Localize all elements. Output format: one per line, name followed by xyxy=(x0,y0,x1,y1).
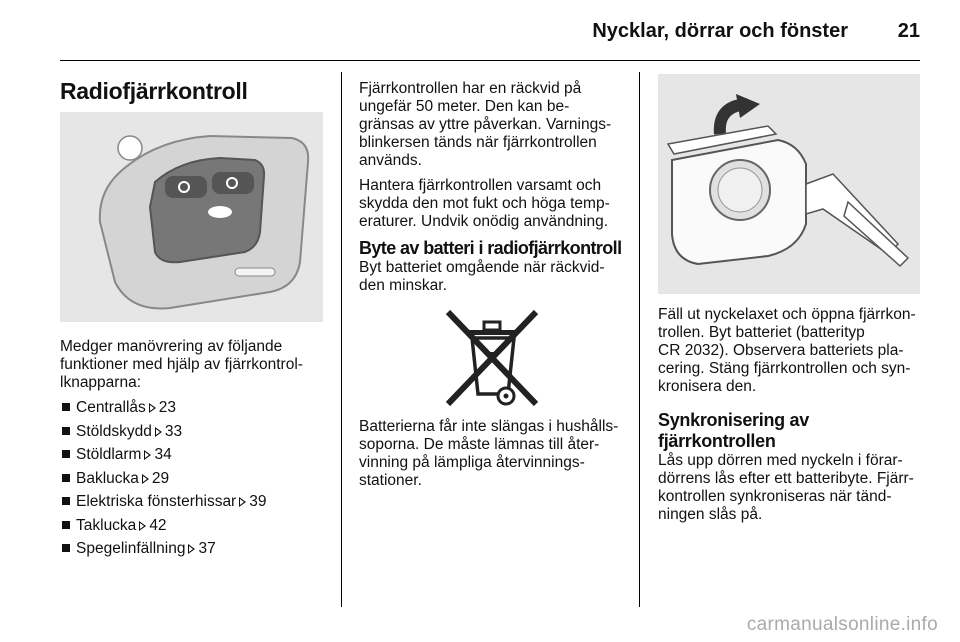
list-item: Centrallås 23 xyxy=(60,399,330,417)
page-ref-icon xyxy=(139,521,146,531)
page-ref-icon xyxy=(149,403,156,413)
column-2-lower xyxy=(359,418,631,497)
page-ref-icon xyxy=(239,497,246,507)
care-paragraph: Hantera fjärrkontrollen varsamt och skydda den mot fukt och höga temp- eraturer. Undvik onödig användning. xyxy=(359,177,610,230)
remote-key-illustration xyxy=(60,112,323,322)
column-3-body xyxy=(658,306,923,531)
battery-paragraph: Byt batteriet omgående när räckvid- den minskar. xyxy=(359,259,605,294)
sync-paragraph: Lås upp dörren med nyckeln i förar- dörrens lås efter ett batteribyte. Fjärr- kontrollen synkroniseras när tänd- ningen slås på. xyxy=(658,452,914,523)
battery-heading: Byte av batteri i radiofjärrkontroll xyxy=(359,238,622,258)
page-ref-icon xyxy=(188,544,195,554)
replace-battery-paragraph: Fäll ut nyckelaxet och öppna fjärrkon- trollen. Byt batteriet (batterityp CR 2032). Observera batteriets pla- cering. Stäng fjärrkontrollen och syn- kronisera den. xyxy=(658,306,916,395)
intro-paragraph: Medger manövrering av följande funktioner med hjälp av fjärrkontrol- lknapparna: xyxy=(60,338,303,391)
list-item: Spegelinfällning 37 xyxy=(60,540,330,558)
list-item: Elektriska fönsterhissar 39 xyxy=(60,493,330,511)
column-1-body xyxy=(60,338,330,564)
disposal-paragraph: Batterierna får inte slängas i hushålls- soporna. De måste lämnas till åter- vinning på lämpliga återvinnings- stationer. xyxy=(359,418,619,489)
column-2-body xyxy=(359,80,631,302)
function-list xyxy=(60,399,330,558)
page-ref-icon xyxy=(144,450,151,460)
list-item: Baklucka 29 xyxy=(60,470,330,488)
header-title: Nycklar, dörrar och fönster xyxy=(592,20,848,42)
battery-replacement-figure xyxy=(658,74,920,294)
range-paragraph: Fjärrkontrollen har en räckvid på ungefär 50 meter. Den kan be- gränsas av yttre påverkan. Varnings- blinkersen tänds när fjärrkontrollen används. xyxy=(359,80,612,169)
list-item: Stöldskydd 33 xyxy=(60,423,330,441)
page-ref-icon xyxy=(155,427,162,437)
open-remote-battery-illustration xyxy=(658,74,920,294)
column-divider-2 xyxy=(639,72,640,607)
sync-heading: Synkronisering av fjärrkontrollen xyxy=(658,410,809,451)
watermark: carmanualsonline.info xyxy=(746,614,938,635)
page-header xyxy=(60,18,920,48)
page-ref-icon xyxy=(142,474,149,484)
header-rule xyxy=(60,60,920,61)
page-number: 21 xyxy=(897,20,920,42)
list-item: Taklucka 42 xyxy=(60,517,330,535)
list-item: Stöldlarm 34 xyxy=(60,446,330,464)
section-heading-radio-remote: Radiofjärrkontroll xyxy=(60,78,248,104)
remote-key-figure xyxy=(60,112,323,322)
recycling-bin-crossed-icon xyxy=(440,308,544,410)
column-divider-1 xyxy=(341,72,342,607)
